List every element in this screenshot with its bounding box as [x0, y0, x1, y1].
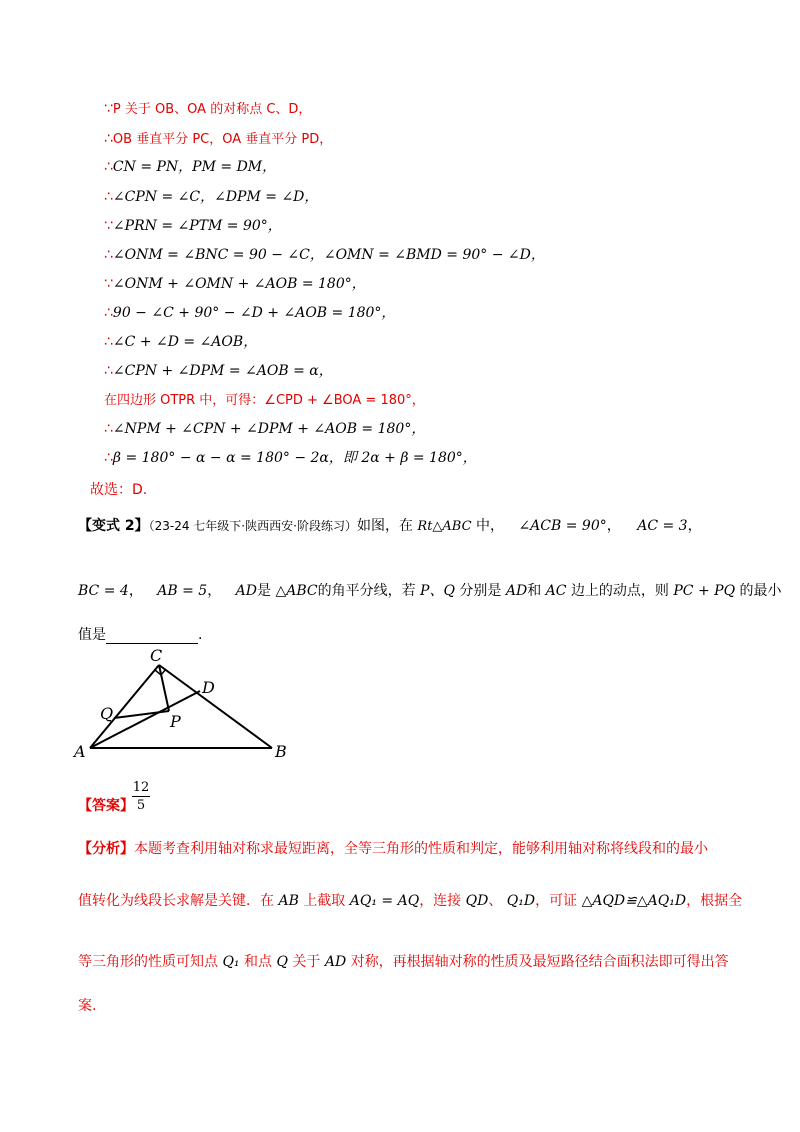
solution-line: ∴∠C + ∠D = ∠AOB，	[104, 334, 258, 350]
solution-line: ∴∠CPN + ∠DPM = ∠AOB = α，	[104, 363, 333, 379]
variant-question-line2: BC = 4， AB = 5， AD是 △ABC的角平分线，若 P、Q 分别是 AD和 AC 边上的动点，则 PC + PQ 的最小	[78, 583, 782, 599]
solution-line: ∴β = 180° − α − α = 180° − 2α，即 2α + β = 180°，	[104, 450, 477, 466]
analysis-line4: 案.	[78, 998, 97, 1014]
solution-line: ∴CN = PN，PM = DM，	[104, 159, 277, 175]
answer-numerator: 12	[132, 780, 150, 795]
solution-line: ∴∠NPM + ∠CPN + ∠DPM + ∠AOB = 180°，	[104, 421, 426, 437]
solution-line: ∴90 − ∠C + 90° − ∠D + ∠AOB = 180°，	[104, 305, 396, 321]
conclusion: 故选：D.	[90, 482, 148, 498]
solution-line: ∵∠PRN = ∠PTM = 90°，	[104, 218, 282, 234]
analysis-line3: 等三角形的性质可知点 Q₁ 和点 Q 关于 AD 对称，再根据轴对称的性质及最短路径结合面积法即可得出答	[78, 954, 729, 970]
variant-question-line3: 值是 .	[78, 627, 203, 643]
answer-blank[interactable]	[106, 629, 198, 644]
triangle-figure	[70, 645, 300, 765]
solution-line: ∵∠ONM + ∠OMN + ∠AOB = 180°，	[104, 276, 366, 292]
answer-denominator: 5	[136, 798, 146, 813]
answer-label: 【答案】	[78, 798, 134, 814]
label-a: A	[74, 742, 86, 761]
label-q: Q	[100, 704, 114, 723]
answer-fraction	[132, 780, 150, 813]
solution-line: ∵P 关于 OB、OA 的对称点 C、D，	[104, 101, 312, 117]
variant-question-line1: 【变式 2】（23-24 七年级下·陕西西安·阶段练习）如图，在 Rt△ABC 中， ∠ACB = 90°， AC = 3，	[78, 518, 702, 534]
segment-cb	[159, 665, 272, 748]
label-c: C	[150, 646, 163, 665]
solution-line: ∴∠CPN = ∠C，∠DPM = ∠D，	[104, 189, 319, 205]
analysis-line2: 值转化为线段长求解是关键．在 AB 上截取 AQ₁ = AQ，连接 QD、 Q₁D，可证 △AQD≌△AQ₁D，根据全	[78, 893, 743, 909]
solution-line: ∴OB 垂直平分 PC，OA 垂直平分 PD，	[104, 131, 333, 147]
label-p: P	[170, 712, 181, 731]
analysis-line1: 【分析】本题考查利用轴对称求最短距离，全等三角形的性质和判定，能够利用轴对称将线段和的最小	[78, 841, 708, 857]
solution-line: ∴∠ONM = ∠BNC = 90 − ∠C，∠OMN = ∠BMD = 90° − ∠D，	[104, 247, 545, 263]
label-d: D	[202, 678, 215, 697]
label-b: B	[275, 742, 287, 761]
segment-qp	[114, 711, 169, 718]
solution-line: 在四边形 OTPR 中，可得：∠CPD + ∠BOA = 180°，	[104, 393, 425, 408]
